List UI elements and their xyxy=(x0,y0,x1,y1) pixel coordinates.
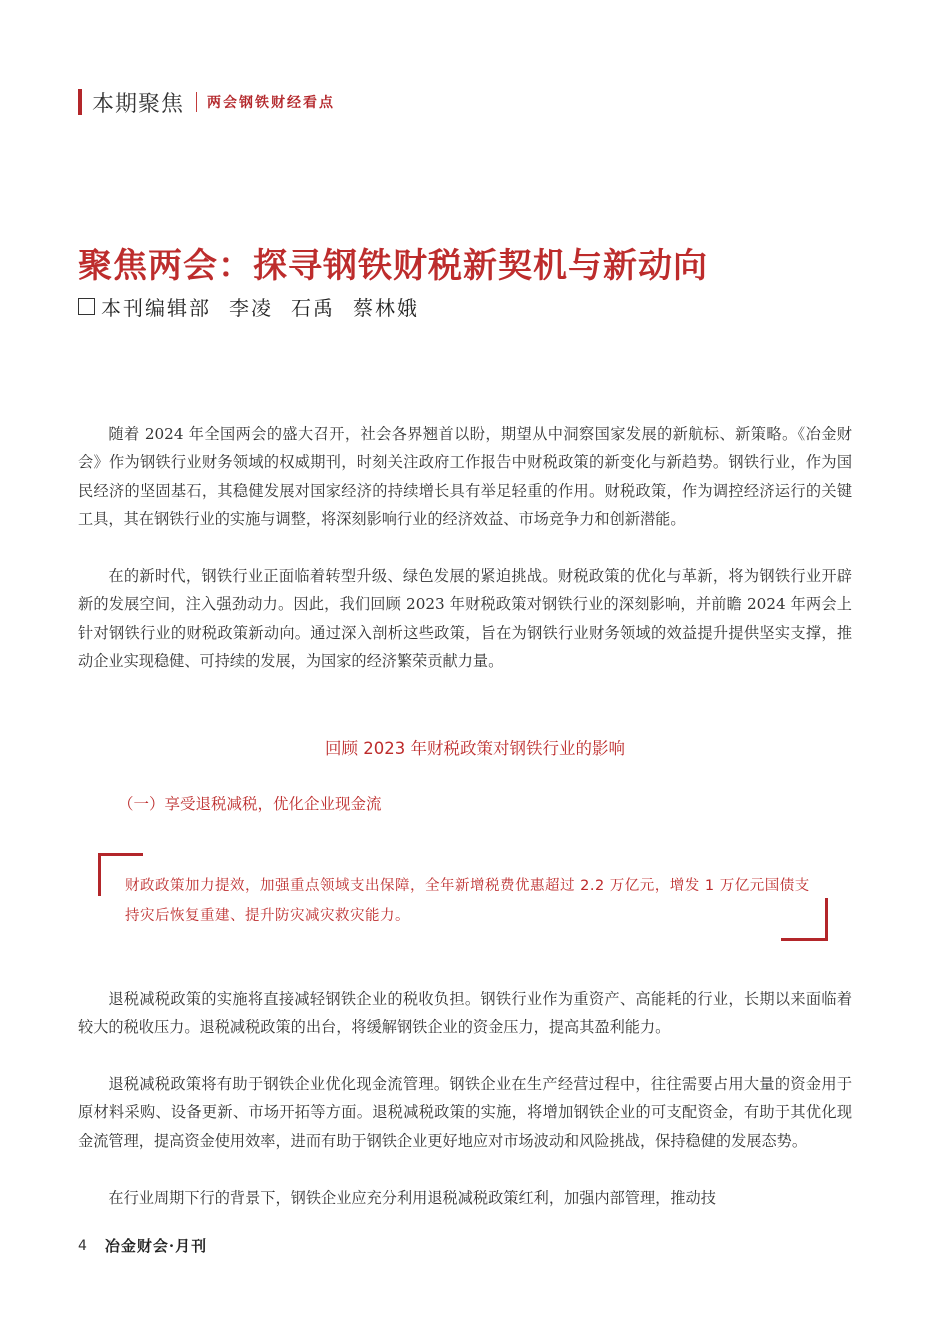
page-number: 4 xyxy=(78,1237,87,1254)
page-header xyxy=(78,88,335,116)
header-section-label: 本期聚焦 xyxy=(92,91,185,117)
subsection-heading: （一）享受退税减税，优化企业现金流 xyxy=(118,795,382,813)
byline xyxy=(78,292,419,321)
author-name: 石禹 xyxy=(291,296,335,320)
pull-quote: 财政政策加力提效，加强重点领域支出保障，全年新增税费优惠超过 2.2 万亿元，增发 1 万亿元国债支持灾后恢复重建、提升防灾减灾救灾能力。 xyxy=(125,878,810,924)
quote-bracket-bottom-right xyxy=(781,898,828,941)
intro-paragraph: 随着 2024 年全国两会的盛大召开，社会各界翘首以盼，期望从中洞察国家发展的新航标、新策略。《冶金财会》作为钢铁行业财务领域的权威期刊，时刻关注政府工作报告中财税政策的新变化与新趋势。钢铁行业，作为国民经济的坚固基石，其稳健发展对国家经济的持续增长具有举足轻重的作用。财税政策，作为调控经济运行的关键工具，其在钢铁行业的实施与调整，将深刻影响行业的经济效益、市场竞争力和创新潜能。 xyxy=(78,425,852,529)
header-accent-bar xyxy=(78,89,82,115)
author-name: 蔡林娥 xyxy=(353,296,419,320)
header-divider xyxy=(196,92,197,112)
header-subtitle: 两会钢铁财经看点 xyxy=(207,95,336,111)
body-paragraph: 退税减税政策将有助于钢铁企业优化现金流管理。钢铁企业在生产经营过程中，往往需要占用大量的资金用于原材料采购、设备更新、市场开拓等方面。退税减税政策的实施，将增加钢铁企业的可支配资金，有助于其优化现金流管理，提高资金使用效率，进而有助于钢铁企业更好地应对市场波动和风险挑战，保持稳健的发展态势。 xyxy=(78,1075,852,1150)
article-title: 聚焦两会：探寻钢铁财税新契机与新动向 xyxy=(78,246,708,286)
byline-org: 本刊编辑部 xyxy=(101,296,211,320)
body-paragraph: 在行业周期下行的背景下，钢铁企业应充分利用退税减税政策红利，加强内部管理，推动技 xyxy=(108,1189,716,1207)
magazine-name: 冶金财会·月刊 xyxy=(104,1237,208,1255)
author-name: 李凌 xyxy=(229,296,273,320)
intro-paragraph: 在的新时代，钢铁行业正面临着转型升级、绿色发展的紧迫挑战。财税政策的优化与革新，将为钢铁行业开辟新的发展空间，注入强劲动力。因此，我们回顾 2023 年财税政策对钢铁行业的深刻影响，并前瞻 2024 年两会上针对钢铁行业的财税政策新动向。通过深入剖析这些政策，旨在为钢铁行业财务领域的效益提升提供坚实支撑，推动企业实现稳健、可持续的发展，为国家的经济繁荣贡献力量。 xyxy=(78,567,852,671)
section-heading: 回顾 2023 年财税政策对钢铁行业的影响 xyxy=(325,739,625,758)
body-paragraph: 退税减税政策的实施将直接减轻钢铁企业的税收负担。钢铁行业作为重资产、高能耗的行业，长期以来面临着较大的税收压力。退税减税政策的出台，将缓解钢铁企业的资金压力，提高其盈利能力。 xyxy=(78,990,852,1037)
page-footer xyxy=(78,1235,207,1256)
byline-square-icon xyxy=(78,298,95,315)
